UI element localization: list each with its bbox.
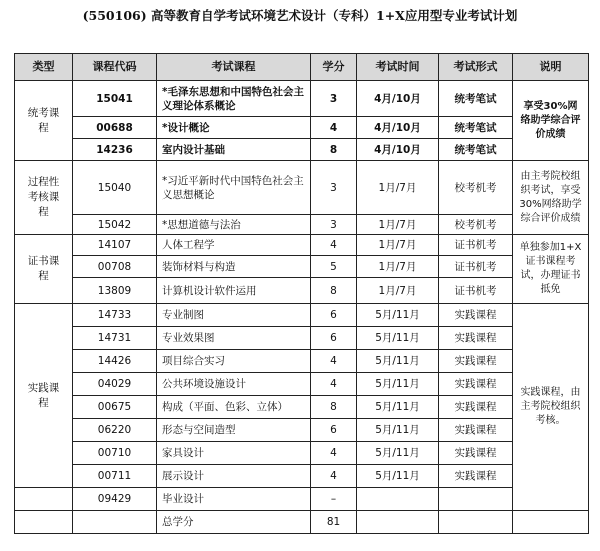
exam-form: 实践课程 — [439, 304, 513, 327]
exam-form: 实践课程 — [439, 465, 513, 488]
exam-time: 5月/11月 — [357, 350, 439, 373]
table-row — [15, 465, 589, 488]
course-credit: 6 — [311, 419, 357, 442]
exam-form: 证书机考 — [439, 235, 513, 256]
course-credit: 4 — [311, 350, 357, 373]
table-row — [15, 117, 589, 139]
course-code: 00710 — [73, 442, 157, 465]
total-label: 总学分 — [157, 511, 311, 534]
empty-cell — [357, 511, 439, 534]
exam-time: 5月/11月 — [357, 327, 439, 350]
course-code: 09429 — [73, 488, 157, 511]
table-row — [15, 256, 589, 278]
table-row — [15, 442, 589, 465]
course-credit: 3 — [311, 161, 357, 215]
exam-form: 统考笔试 — [439, 81, 513, 117]
table-row — [15, 396, 589, 419]
col-header-credit: 学分 — [311, 54, 357, 81]
table-row — [15, 350, 589, 373]
course-credit: 6 — [311, 304, 357, 327]
course-credit: 6 — [311, 327, 357, 350]
table-row — [15, 304, 589, 327]
course-name: 公共环境设施设计 — [157, 373, 311, 396]
note-cell: 由主考院校组织考试，享受30%网络助学综合评价成绩 — [513, 161, 589, 235]
exam-time: 4月/10月 — [357, 81, 439, 117]
exam-time: 1月/7月 — [357, 278, 439, 304]
exam-time: 5月/11月 — [357, 373, 439, 396]
exam-form: 实践课程 — [439, 327, 513, 350]
table-row — [15, 373, 589, 396]
course-name: 专业效果图 — [157, 327, 311, 350]
course-code: 04029 — [73, 373, 157, 396]
exam-form: 实践课程 — [439, 396, 513, 419]
course-credit: 4 — [311, 442, 357, 465]
course-code: 06220 — [73, 419, 157, 442]
page-title: (550106) 高等教育自学考试环境艺术设计（专科）1+X应用型专业考试计划 — [82, 8, 518, 23]
course-name: 构成（平面、色彩、立体） — [157, 396, 311, 419]
exam-time: 5月/11月 — [357, 465, 439, 488]
course-code: 14236 — [73, 139, 157, 161]
table-row — [15, 81, 589, 117]
course-name: 人体工程学 — [157, 235, 311, 256]
course-code: 14731 — [73, 327, 157, 350]
course-name: 计算机设计软件运用 — [157, 278, 311, 304]
empty-cell — [513, 511, 589, 534]
course-name: *思想道德与法治 — [157, 215, 311, 235]
course-code: 13809 — [73, 278, 157, 304]
course-name: 毕业设计 — [157, 488, 311, 511]
course-name: 展示设计 — [157, 465, 311, 488]
total-credit: 81 — [311, 511, 357, 534]
course-name: 家具设计 — [157, 442, 311, 465]
exam-form: 证书机考 — [439, 278, 513, 304]
course-name: *设计概论 — [157, 117, 311, 139]
table-row — [15, 488, 589, 511]
course-name: 室内设计基础 — [157, 139, 311, 161]
exam-form: 统考笔试 — [439, 139, 513, 161]
table-row — [15, 215, 589, 235]
course-credit: 4 — [311, 373, 357, 396]
exam-form: 实践课程 — [439, 442, 513, 465]
course-name: 项目综合实习 — [157, 350, 311, 373]
exam-form — [439, 488, 513, 511]
exam-plan-table — [14, 53, 589, 534]
course-name: 专业制图 — [157, 304, 311, 327]
exam-form: 校考机考 — [439, 161, 513, 215]
exam-time: 5月/11月 — [357, 396, 439, 419]
course-code: 15040 — [73, 161, 157, 215]
group-label: 统考课程 — [15, 81, 73, 161]
empty-cell — [15, 511, 73, 534]
exam-time: 4月/10月 — [357, 139, 439, 161]
col-header-course: 考试课程 — [157, 54, 311, 81]
course-credit: 4 — [311, 235, 357, 256]
table-row — [15, 161, 589, 215]
exam-form: 实践课程 — [439, 419, 513, 442]
course-code: 14426 — [73, 350, 157, 373]
exam-time: 5月/11月 — [357, 442, 439, 465]
exam-form: 实践课程 — [439, 373, 513, 396]
course-credit: – — [311, 488, 357, 511]
exam-time: 5月/11月 — [357, 304, 439, 327]
empty-cell — [439, 511, 513, 534]
course-name: *毛泽东思想和中国特色社会主义理论体系概论 — [157, 81, 311, 117]
course-name: 形态与空间造型 — [157, 419, 311, 442]
col-header-note: 说明 — [513, 54, 589, 81]
note-cell: 享受30%网络助学综合评价成绩 — [513, 81, 589, 161]
table-row — [15, 419, 589, 442]
course-credit: 4 — [311, 465, 357, 488]
table-row — [15, 139, 589, 161]
exam-form: 校考机考 — [439, 215, 513, 235]
exam-time — [357, 488, 439, 511]
course-code: 14733 — [73, 304, 157, 327]
table-row — [15, 235, 589, 256]
group-label: 实践课程 — [15, 304, 73, 488]
course-code: 15041 — [73, 81, 157, 117]
course-credit: 8 — [311, 278, 357, 304]
course-credit: 3 — [311, 81, 357, 117]
exam-time: 1月/7月 — [357, 161, 439, 215]
course-code: 00675 — [73, 396, 157, 419]
group-label: 过程性考核课程 — [15, 161, 73, 235]
course-credit: 4 — [311, 117, 357, 139]
course-credit: 8 — [311, 396, 357, 419]
exam-time: 1月/7月 — [357, 235, 439, 256]
note-cell: 单独参加1+X证书课程考试，办理证书抵免 — [513, 235, 589, 304]
exam-time: 1月/7月 — [357, 215, 439, 235]
course-code: 14107 — [73, 235, 157, 256]
header-row — [15, 54, 589, 81]
exam-time: 1月/7月 — [357, 256, 439, 278]
exam-form: 实践课程 — [439, 350, 513, 373]
note-cell: 实践课程，由主考院校组织考核。 — [513, 304, 589, 511]
empty-cell — [15, 488, 73, 511]
course-credit: 3 — [311, 215, 357, 235]
course-code: 15042 — [73, 215, 157, 235]
table-row — [15, 278, 589, 304]
course-credit: 5 — [311, 256, 357, 278]
exam-time: 4月/10月 — [357, 117, 439, 139]
col-header-form: 考试形式 — [439, 54, 513, 81]
course-name: 装饰材料与构造 — [157, 256, 311, 278]
exam-form: 证书机考 — [439, 256, 513, 278]
course-code: 00688 — [73, 117, 157, 139]
col-header-time: 考试时间 — [357, 54, 439, 81]
exam-form: 统考笔试 — [439, 117, 513, 139]
col-header-type: 类型 — [15, 54, 73, 81]
course-name: *习近平新时代中国特色社会主义思想概论 — [157, 161, 311, 215]
total-row — [15, 511, 589, 534]
course-credit: 8 — [311, 139, 357, 161]
course-code: 00708 — [73, 256, 157, 278]
empty-cell — [73, 511, 157, 534]
group-label: 证书课程 — [15, 235, 73, 304]
exam-time: 5月/11月 — [357, 419, 439, 442]
table-row — [15, 327, 589, 350]
course-code: 00711 — [73, 465, 157, 488]
col-header-code: 课程代码 — [73, 54, 157, 81]
